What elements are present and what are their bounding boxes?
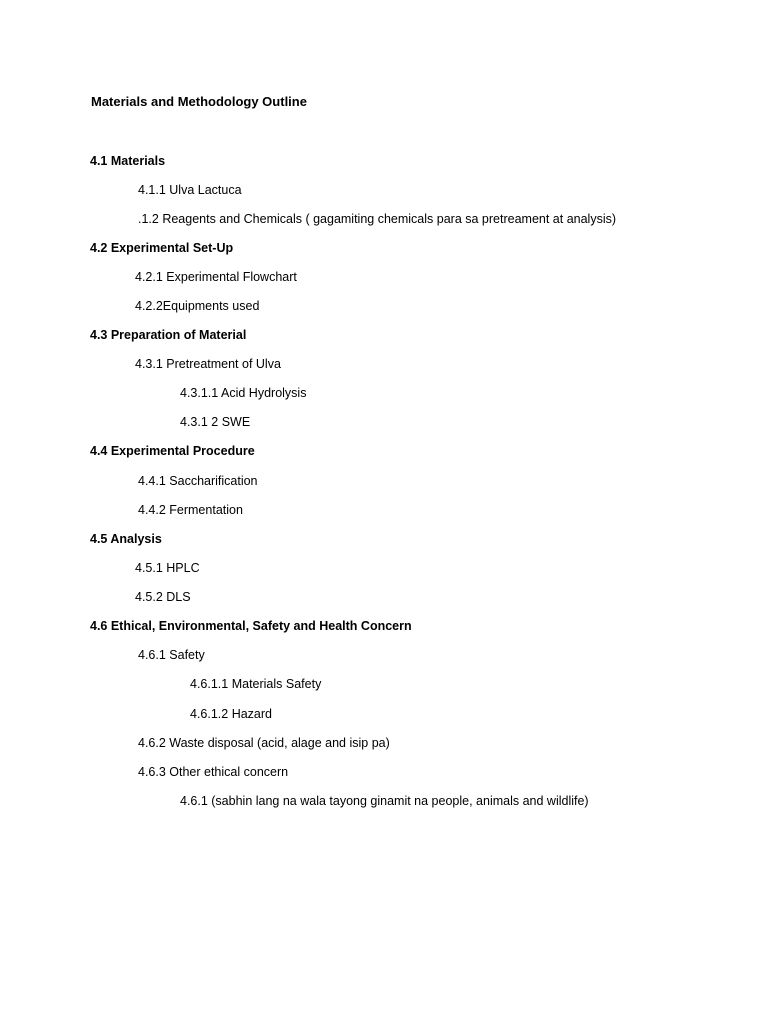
subsection-item: 4.6.2 Waste disposal (acid, alage and isip pa) [138, 736, 390, 750]
subsection-item: 4.2.1 Experimental Flowchart [135, 270, 297, 284]
subsection-item: .1.2 Reagents and Chemicals ( gagamiting chemicals para sa pretreament at analysis) [138, 212, 617, 226]
section-heading: 4.5 Analysis [90, 532, 162, 546]
section-heading: 4.4 Experimental Procedure [90, 444, 255, 458]
sub-subsection-item: 4.6.1.2 Hazard [190, 707, 272, 721]
section-heading: 4.6 Ethical, Environmental, Safety and Health Concern [90, 619, 412, 633]
subsection-item: 4.4.2 Fermentation [138, 503, 243, 517]
subsection-item: 4.1.1 Ulva Lactuca [138, 183, 242, 197]
sub-subsection-item: 4.6.1 (sabhin lang na wala tayong ginamit na people, animals and wildlife) [180, 794, 589, 808]
section-heading: 4.1 Materials [90, 154, 166, 168]
sub-subsection-item: 4.3.1 2 SWE [180, 415, 251, 429]
section-heading: 4.2 Experimental Set-Up [90, 241, 234, 255]
document-title: Materials and Methodology Outline [91, 94, 307, 109]
subsection-item: 4.6.1 Safety [138, 648, 205, 662]
subsection-item: 4.5.1 HPLC [135, 561, 200, 575]
subsection-item: 4.4.1 Saccharification [138, 474, 258, 488]
subsection-item: 4.2.2Equipments used [135, 299, 260, 313]
subsection-item: 4.3.1 Pretreatment of Ulva [135, 357, 281, 371]
sub-subsection-item: 4.3.1.1 Acid Hydrolysis [180, 386, 307, 400]
sub-subsection-item: 4.6.1.1 Materials Safety [190, 677, 322, 691]
subsection-item: 4.5.2 DLS [135, 590, 191, 604]
section-heading: 4.3 Preparation of Material [90, 328, 247, 342]
subsection-item: 4.6.3 Other ethical concern [138, 765, 289, 779]
